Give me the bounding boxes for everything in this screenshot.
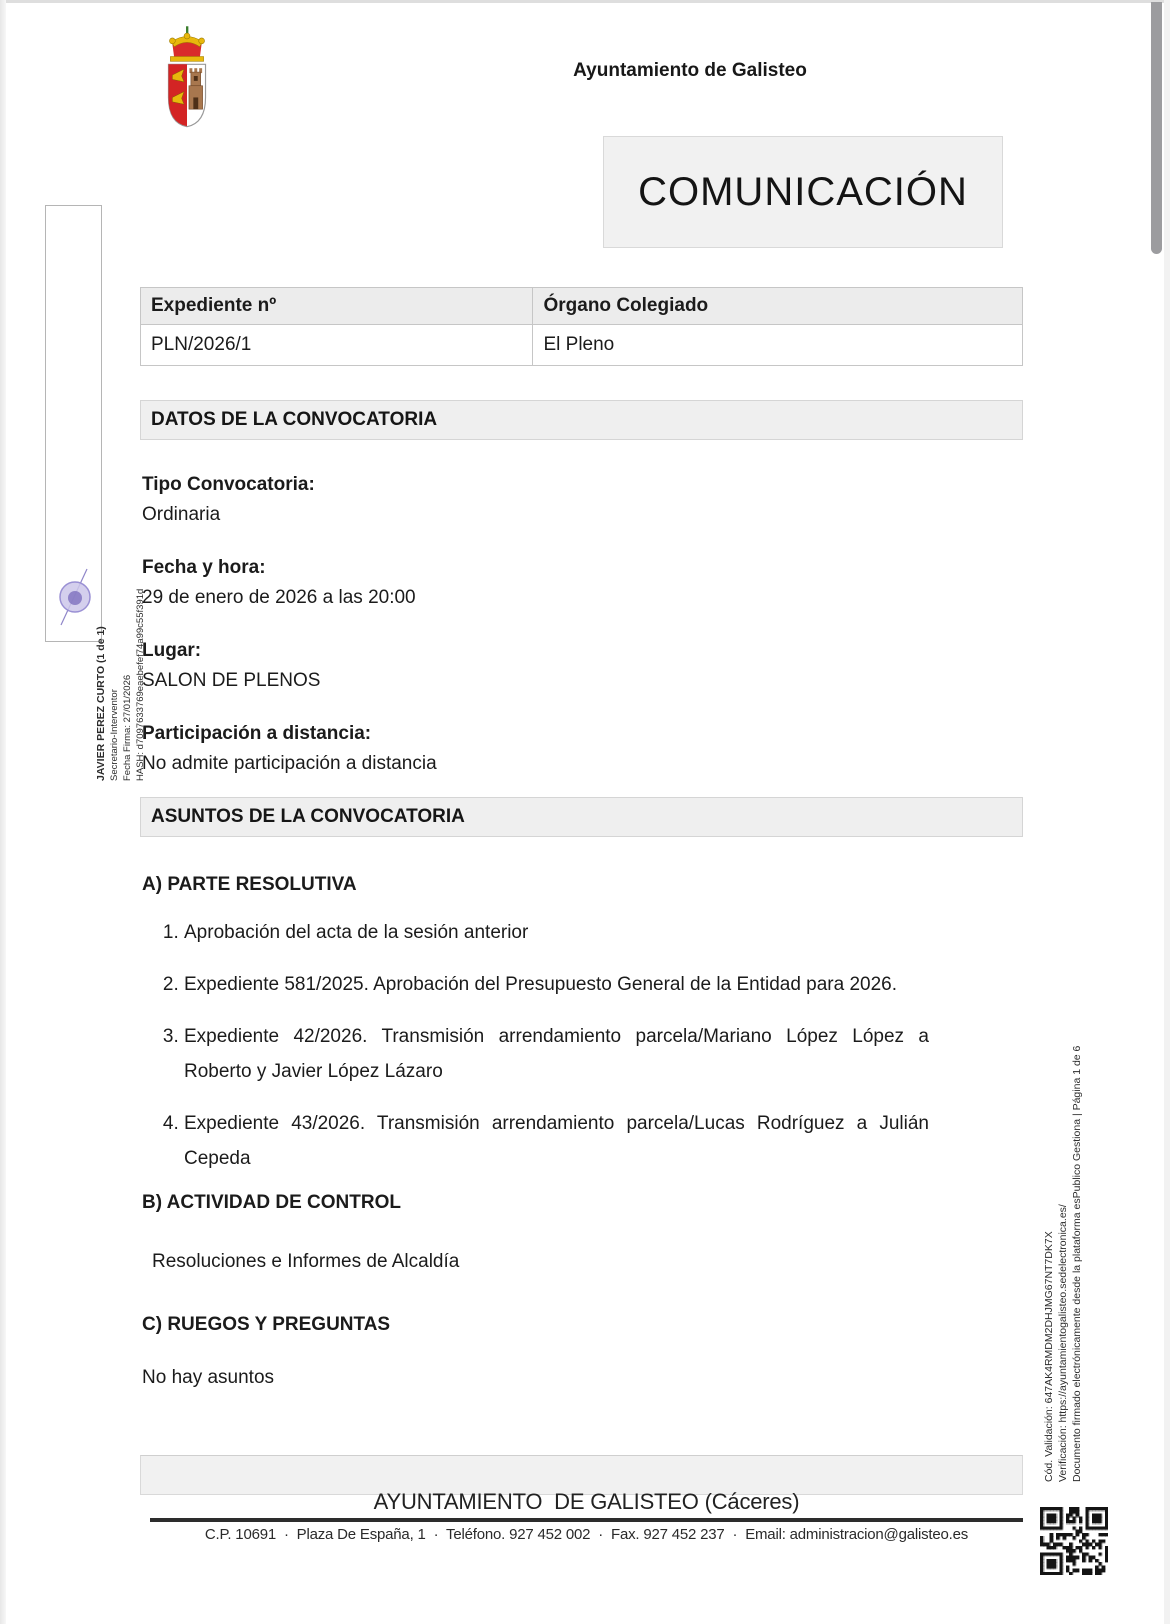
table-header-row — [141, 288, 1023, 325]
actividad-control-text: Resoluciones e Informes de Alcaldía — [152, 1251, 460, 1272]
coat-of-arms-icon — [148, 20, 226, 132]
agenda-list — [140, 915, 1067, 1193]
footer-org-line: AYUNTAMIENTO DE GALISTEO (Cáceres) — [150, 1489, 1023, 1522]
signed-platform-note: Documento firmado electrónicamente desde la plataforma esPublico Gestiona | Página 1 de 6 — [1071, 1045, 1083, 1482]
convocatoria-fields — [142, 470, 1022, 802]
expediente-value: PLN/2026/1 — [141, 325, 533, 366]
field-label: Fecha y hora: — [142, 557, 266, 578]
section-header-asuntos: ASUNTOS DE LA CONVOCATORIA — [140, 797, 1023, 837]
field-value: No admite participación a distancia — [142, 753, 437, 774]
heading-parte-resolutiva: A) PARTE RESOLUTIVA — [142, 874, 357, 895]
footer — [150, 1489, 1023, 1543]
verification-url: Verificación: https://ayuntamientogalisteo.sedelectronica.es/ — [1057, 1204, 1069, 1482]
ruegos-text: No hay asuntos — [142, 1367, 275, 1388]
signature-stamp-icon — [53, 565, 97, 629]
field-tipo-convocatoria — [142, 470, 1022, 530]
field-value: SALON DE PLENOS — [142, 670, 321, 691]
field-label: Participación a distancia: — [142, 723, 372, 744]
col-expediente-header: Expediente nº — [141, 288, 533, 325]
validation-code: Cód. Validación: 647AK4RMDM2DHJMG67NT7DK7X — [1043, 1231, 1055, 1482]
agenda-item: 1. Aprobación del acta de la sesión anterior — [184, 915, 1067, 950]
page-edge-left — [0, 0, 6, 1624]
field-fecha-hora — [142, 553, 1022, 613]
agenda-item: 3. Expediente 42/2026. Transmisión arrendamiento parcela/Mariano López López a Roberto y Javier López Lázaro — [184, 1019, 929, 1089]
field-participacion — [142, 719, 1022, 779]
scrollbar-thumb[interactable] — [1151, 2, 1162, 254]
footer-contact-line: C.P. 10691 · Plaza De España, 1 · Teléfono. 927 452 002 · Fax. 927 452 237 · Email: administracion@galisteo.es — [204, 1526, 969, 1543]
field-lugar — [142, 636, 1022, 696]
section-header-datos: DATOS DE LA CONVOCATORIA — [140, 400, 1023, 440]
signer-name: JAVIER PEREZ CURTO (1 de 1) — [95, 626, 107, 781]
field-value: Ordinaria — [142, 504, 221, 525]
scrollbar-track[interactable] — [1164, 0, 1170, 1624]
page-edge-top — [0, 0, 1170, 3]
validation-rotated-text — [1042, 962, 1084, 1482]
signature-date: Fecha Firma: 27/01/2026 — [122, 674, 133, 781]
doc-type-box — [603, 136, 1003, 248]
heading-ruegos-preguntas: C) RUEGOS Y PREGUNTAS — [142, 1314, 391, 1335]
col-organo-header: Órgano Colegiado — [533, 288, 1023, 325]
signature-rotated-text — [95, 511, 147, 781]
agenda-item: 4. Expediente 43/2026. Transmisión arrendamiento parcela/Lucas Rodríguez a Julián Cepeda — [184, 1106, 929, 1176]
field-label: Tipo Convocatoria: — [142, 474, 315, 495]
heading-actividad-control: B) ACTIVIDAD DE CONTROL — [142, 1192, 401, 1213]
table-value-row — [141, 325, 1023, 366]
qr-code — [1040, 1507, 1108, 1575]
field-value: 29 de enero de 2026 a las 20:00 — [142, 587, 416, 608]
signature-hash: HASH: d7097633769eaebefef74a99c55f391d — [135, 588, 146, 781]
signer-role: Secretario-Interventor — [109, 689, 120, 781]
expediente-table — [140, 287, 1023, 366]
header-org-name: Ayuntamiento de Galisteo — [573, 60, 807, 81]
agenda-item: 2. Expediente 581/2025. Aprobación del Presupuesto General de la Entidad para 2026. — [184, 967, 1067, 1002]
doc-type-title: COMUNICACIÓN — [638, 169, 968, 214]
organo-value: El Pleno — [533, 325, 1023, 366]
field-label: Lugar: — [142, 640, 202, 661]
